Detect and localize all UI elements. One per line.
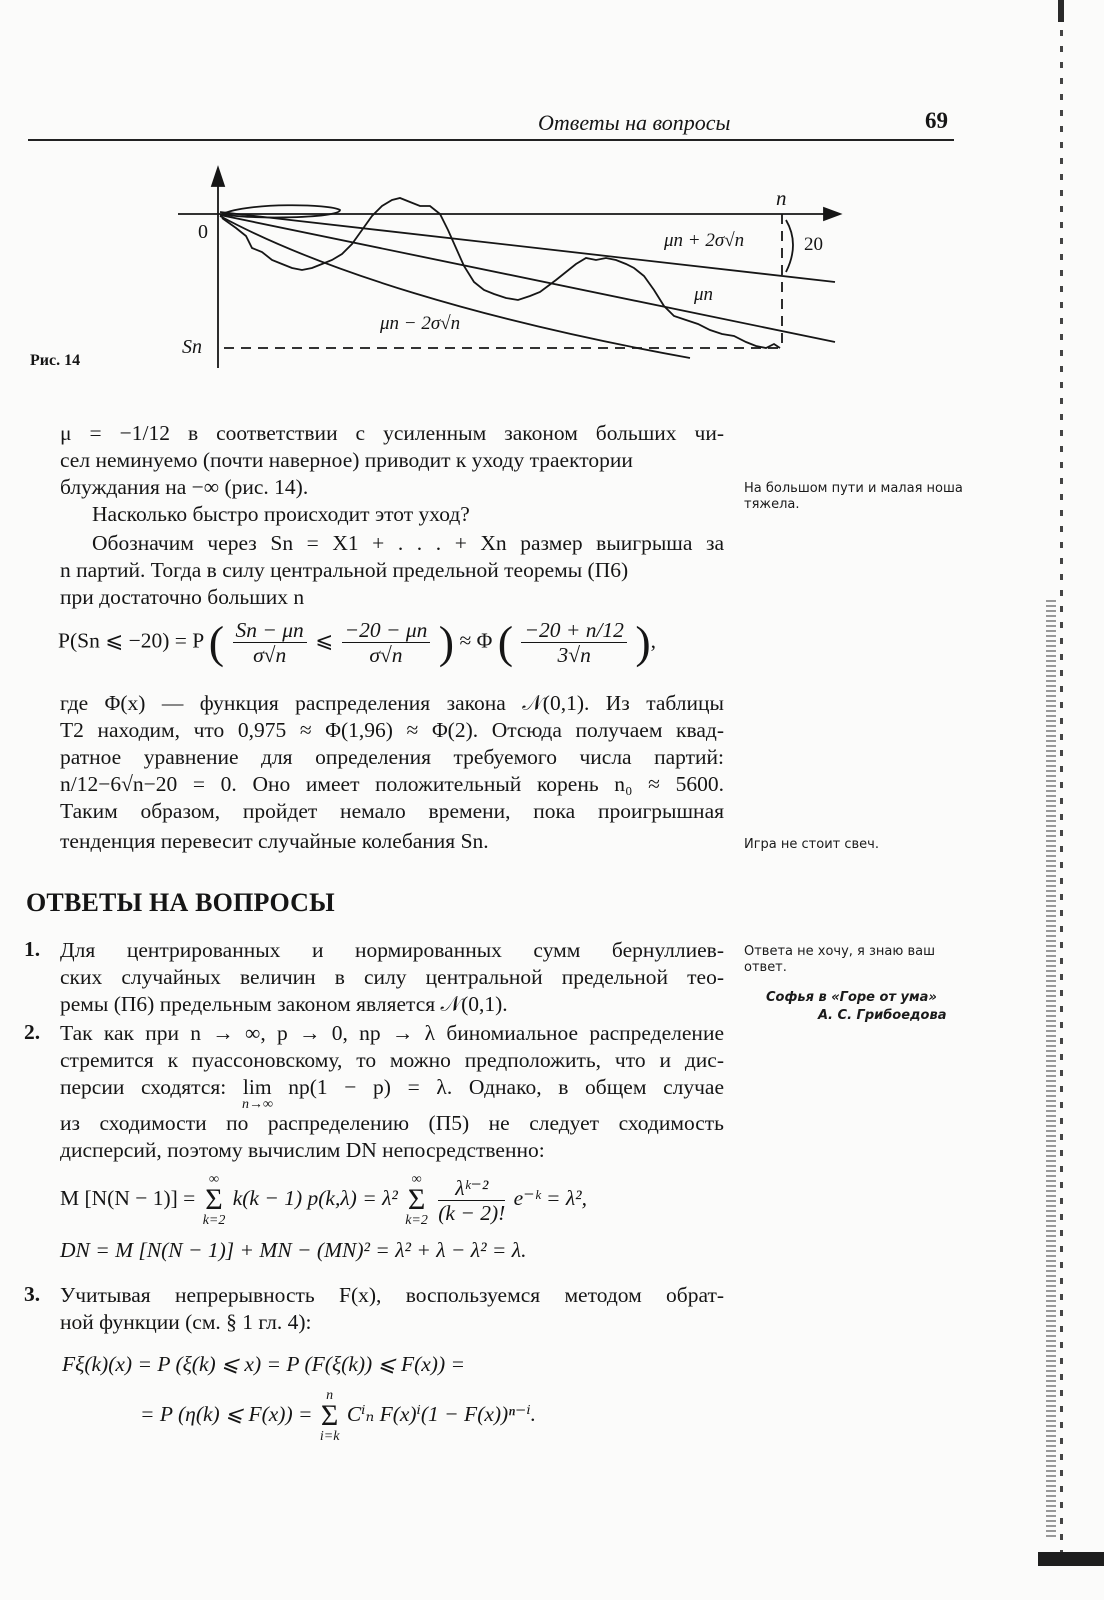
formula-order-stat-2-rhs: Cⁱₙ F(x)ⁱ(1 − F(x))ⁿ⁻ⁱ.	[346, 1401, 537, 1426]
answer2-line3: персии сходятся: lim np(1 − p) = λ. Однако, в общем случае	[60, 1075, 724, 1099]
formula-mean-tail: e⁻ᵏ = λ²,	[513, 1185, 588, 1210]
section-title: ОТВЕТЫ НА ВОПРОСЫ	[26, 888, 335, 917]
para3-line2: n партий. Тогда в силу центральной предельной теоремы (П6)	[60, 558, 629, 582]
formula-mean-lhs: M [N(N − 1)] =	[60, 1185, 196, 1210]
frac1-den: σ√n	[253, 643, 287, 667]
para4-line1: где Φ(x) — функция распределения закона 𝒩(0,1). Из таблицы	[60, 691, 724, 715]
label-middle: μn	[694, 284, 714, 305]
label-gap: 20	[804, 234, 823, 255]
figure-caption: Рис. 14	[30, 352, 81, 369]
answer1-number: 1.	[24, 937, 41, 961]
formula-clt: P(Sn ⩽ −20) = P ( $\frac{Sn - \mu n}{\sigma√n}$ ⩽ $\frac{-20 - \mu n}{\sigma√n}$ ) ≈ Φ ( $\frac{-20 + n/12}{3√n}$ ),	[58, 616, 657, 668]
answer2-line1: Так как при n → ∞, p → 0, np → λ биномиальное распределение	[60, 1021, 724, 1045]
sidenote-2: Игра не стоит свеч.	[744, 837, 879, 852]
page-number: 69	[925, 108, 948, 133]
sidenote-3: Ответа не хочу, я знаю ваш ответ.	[744, 944, 935, 975]
answer3-number: 3.	[24, 1282, 41, 1306]
answer1-line1: Для центрированных и нормированных сумм бернуллиев-	[60, 938, 724, 962]
scan-edge-bottom	[1038, 1552, 1104, 1566]
para1-line2: сел неминуемо (почти наверное) приводит к уходу траектории	[60, 448, 633, 472]
lower-bound-curve	[220, 216, 690, 358]
answer2-line4: из сходимости по распределению (П5) не следует сходимость	[60, 1111, 724, 1135]
label-sn: Sn	[182, 336, 202, 358]
para4-line6: тенденция перевесит случайные колебания Sn.	[60, 829, 489, 853]
formula-clt-lhs: P(Sn ⩽ −20) = P	[58, 628, 204, 653]
formula-clt-approx: ≈ Φ	[459, 628, 493, 653]
sidenote-4-line2: А. С. Грибоедова	[818, 1008, 947, 1023]
formula-order-stat-2-lhs: = P (η(k) ⩽ F(x)) =	[140, 1401, 313, 1426]
scan-edge-strip	[1046, 600, 1056, 1540]
sum2-bottom: k=2	[405, 1213, 428, 1228]
gap-bracket	[786, 220, 793, 272]
formula-order-stat-1: Fξ(k)(x) = P (ξ(k) ⩽ x) = P (F(ξ(k)) ⩽ F(x)) =	[62, 1352, 465, 1376]
loop-curve	[222, 205, 340, 217]
scan-edge-right	[1060, 30, 1063, 1560]
frac3-den: 3√n	[557, 643, 591, 667]
answer2-line2: стремится к пуассоновскому, то можно предположить, что и дис-	[60, 1048, 724, 1072]
label-upper: μn + 2σ√n	[664, 230, 745, 251]
label-axis-n: n	[776, 186, 787, 210]
para4-line5: Таким образом, пройдет немало времени, пока проигрышная	[60, 799, 724, 823]
running-header: Ответы на вопросы	[538, 110, 731, 135]
para1-line1: μ = −1/12 в соответствии с усиленным законом больших чи-	[60, 421, 724, 445]
frac2-den: σ√n	[369, 643, 403, 667]
formula-mean-mid: k(k − 1) p(k,λ) = λ²	[232, 1185, 398, 1210]
answer2-line5: дисперсий, поэтому вычислим DN непосредственно:	[60, 1138, 545, 1162]
sum3-bottom: i=k	[319, 1429, 340, 1444]
formula-clt-le: ⩽	[315, 628, 334, 653]
sum1-top: ∞	[209, 1172, 220, 1187]
header-rule	[28, 139, 954, 141]
answer3-line1: Учитывая непрерывность F(x), воспользуемся методом обрат-	[60, 1283, 724, 1307]
para4-line3: ратное уравнение для определения требуемого числа партий:	[60, 745, 724, 769]
para3-line3: при достаточно больших n	[60, 585, 305, 609]
label-zero: 0	[198, 221, 208, 243]
para4-line2: Т2 находим, что 0,975 ≈ Φ(1,96) ≈ Φ(2). Отсюда получаем квад-	[60, 718, 724, 742]
frac3-num: −20 + n/12	[521, 618, 627, 643]
scan-edge-top	[1058, 0, 1064, 22]
lim-subscript: n→∞	[242, 1097, 273, 1112]
answer3-line2: ной функции (см. § 1 гл. 4):	[60, 1310, 312, 1334]
answer1-line3: ремы (П6) предельным законом является 𝒩(0,1).	[60, 992, 508, 1016]
figure-14	[0, 160, 1104, 390]
x-axis-arrow	[824, 208, 840, 220]
label-lower: μn − 2σ√n	[380, 313, 461, 334]
sidenote-1: На большом пути и малая ноша тяжела.	[744, 481, 963, 512]
answer1-line2: ских случайных величин в силу центральной предельной тео-	[60, 965, 724, 989]
formula-mean-den: (k − 2)!	[438, 1200, 506, 1225]
sidenote-4-line1: Софья в «Горе от ума»	[766, 990, 937, 1005]
answer2-number: 2.	[24, 1020, 41, 1044]
formula-variance: DN = M [N(N − 1)] + MN − (MN)² = λ² + λ − λ² = λ.	[60, 1238, 527, 1262]
sum2-top: ∞	[411, 1172, 422, 1187]
formula-clt-tail: ,	[650, 628, 657, 653]
frac2-num: −20 − μn	[342, 618, 431, 643]
formula-order-stat-2: = P (η(k) ⩽ F(x)) = n Σ i=k Cⁱₙ F(x)ⁱ(1 − F(x))ⁿ⁻ⁱ.	[140, 1388, 537, 1444]
sum3-top: n	[326, 1388, 334, 1403]
para3-line1: Обозначим через Sn = X1 + . . . + Xn размер выигрыша за	[92, 531, 724, 555]
para4-line4: n/12−6√n−20 = 0. Оно имеет положительный корень n₀ ≈ 5600.	[60, 772, 724, 796]
formula-mean: M [N(N − 1)] = ∞ Σ k=2 k(k − 1) p(k,λ) = λ² ∞ Σ k=2 $\frac{\text{λᵏ⁻²}}{(k - 2)!}$ e⁻ᵏ = λ²,	[60, 1172, 588, 1228]
sum1-bottom: k=2	[202, 1213, 226, 1228]
para2: Насколько быстро происходит этот уход?	[92, 502, 470, 526]
frac1-num: Sn − μn	[233, 618, 307, 643]
para1-line3: блуждания на −∞ (рис. 14).	[60, 475, 309, 499]
y-axis-arrow	[212, 168, 224, 186]
formula-mean-num: λᵏ⁻²	[438, 1176, 505, 1201]
